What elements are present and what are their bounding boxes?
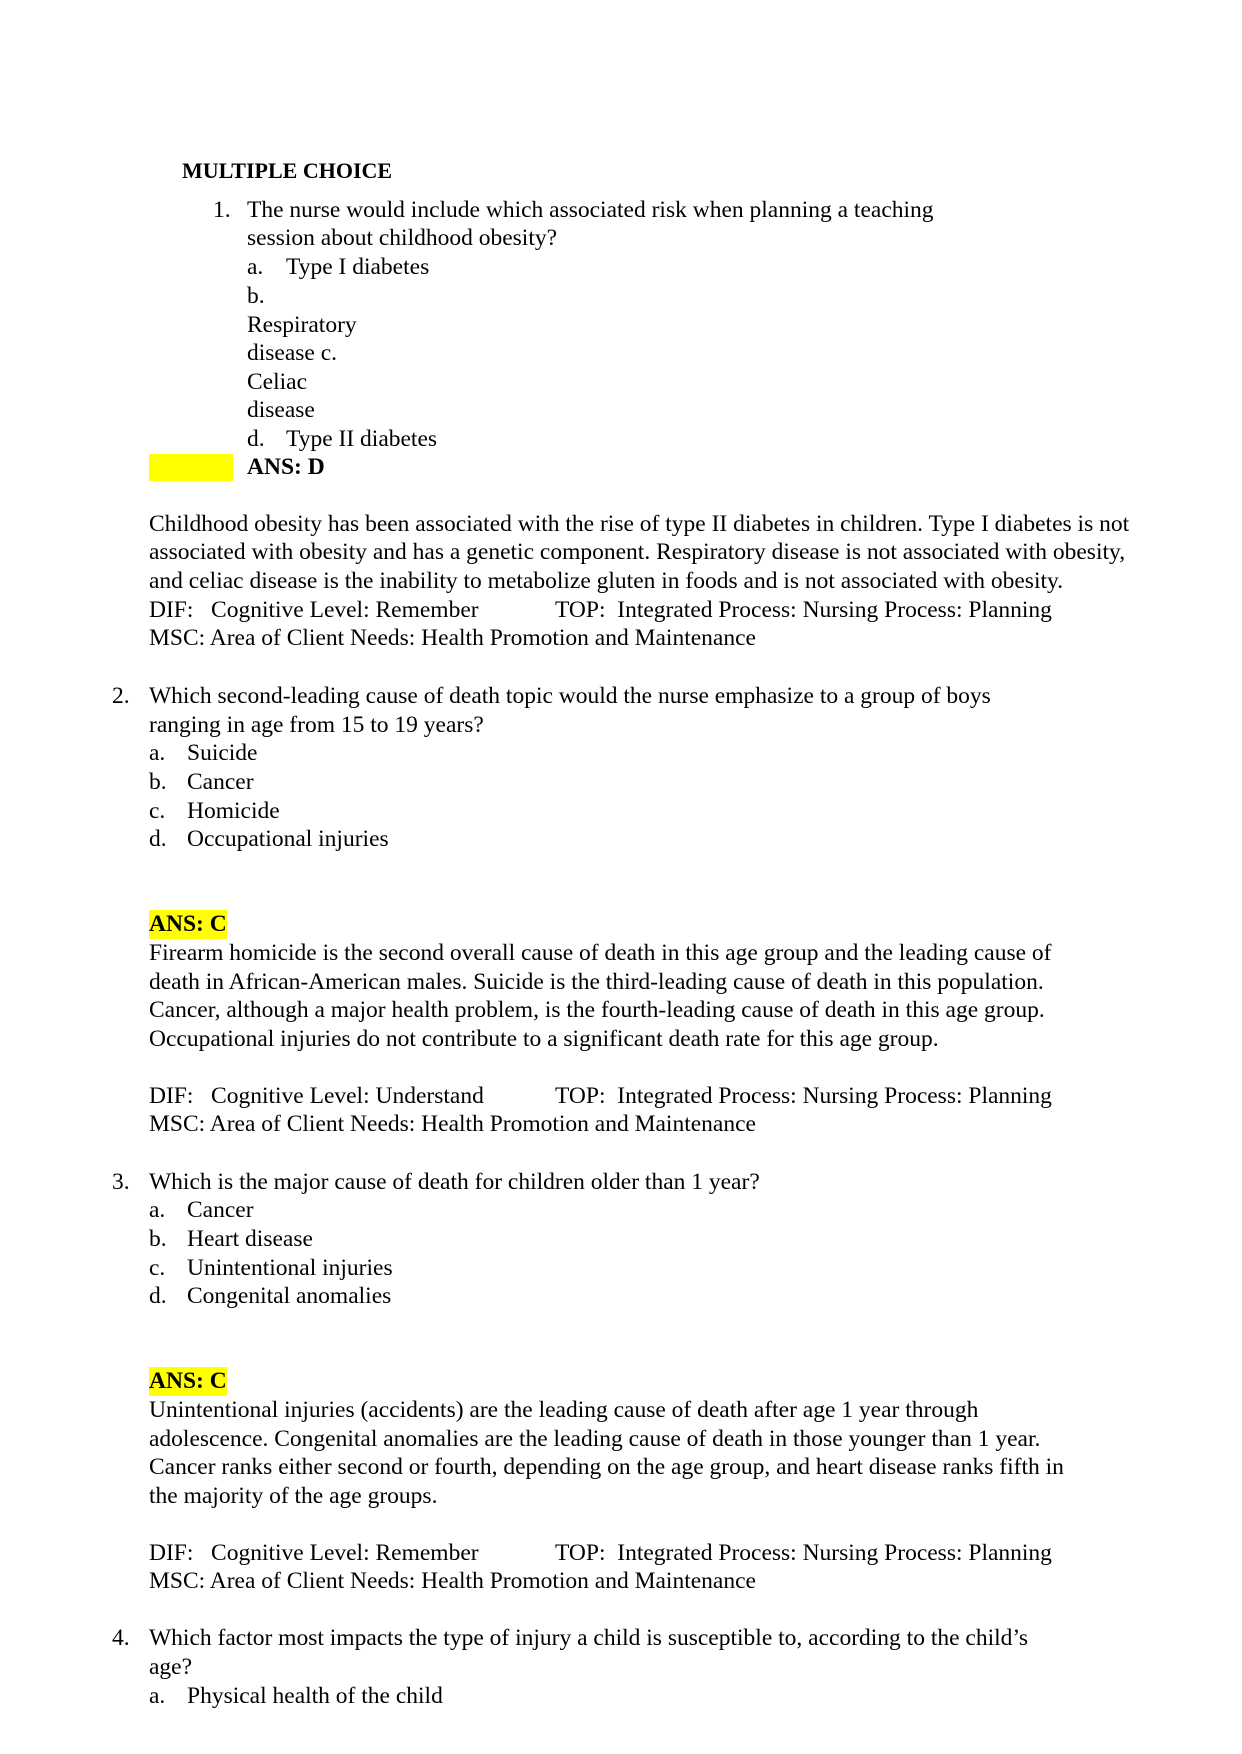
rationale-line: adolescence. Congenital anomalies are the leading cause of death in those younger than 1 year. xyxy=(149,1426,1041,1452)
option-text: Type I diabetes xyxy=(286,254,430,280)
rationale-line: Childhood obesity has been associated with the rise of type II diabetes in children. Type I diabetes is not xyxy=(149,511,1130,537)
answer-label: ANS: D xyxy=(247,454,325,480)
option-text: Congenital anomalies xyxy=(187,1283,392,1309)
option-broken-line: disease xyxy=(247,397,315,423)
option-letter: a. xyxy=(149,1197,166,1223)
option-text: Homicide xyxy=(187,798,280,824)
option-broken-line: Respiratory xyxy=(247,312,357,338)
answer-label: ANS: C xyxy=(149,1368,227,1394)
question-1-stem-line: session about childhood obesity? xyxy=(247,225,558,251)
rationale-line: Unintentional injuries (accidents) are the leading cause of death after age 1 year through xyxy=(149,1397,979,1423)
question-4-stem-line: Which factor most impacts the type of injury a child is susceptible to, according to the child’s xyxy=(149,1625,1029,1651)
option-letter: a. xyxy=(149,1683,166,1709)
question-4-number: 4. xyxy=(112,1625,130,1651)
msc-label: MSC: Area of Client Needs: Health Promotion and Maintenance xyxy=(149,1568,756,1594)
option-letter: c. xyxy=(149,798,166,824)
question-4-stem-line: age? xyxy=(149,1654,193,1680)
option-letter: a. xyxy=(149,740,166,766)
option-letter: d. xyxy=(149,826,167,852)
topic-label: TOP: Integrated Process: Nursing Process: Planning xyxy=(555,1083,1052,1109)
option-text: Cancer xyxy=(187,1197,254,1223)
option-broken-line: Celiac xyxy=(247,369,308,395)
highlight-mark xyxy=(149,454,233,481)
section-heading: MULTIPLE CHOICE xyxy=(182,158,393,183)
option-text: Unintentional injuries xyxy=(187,1255,393,1281)
question-1-stem-line: The nurse would include which associated risk when planning a teaching xyxy=(247,197,934,223)
msc-label: MSC: Area of Client Needs: Health Promotion and Maintenance xyxy=(149,1111,756,1137)
difficulty-label: DIF: Cognitive Level: Remember xyxy=(149,1540,479,1566)
rationale-line: the majority of the age groups. xyxy=(149,1483,438,1509)
option-text: Physical health of the child xyxy=(187,1683,443,1709)
option-letter: d. xyxy=(149,1283,167,1309)
question-3-stem-line: Which is the major cause of death for children older than 1 year? xyxy=(149,1169,760,1195)
option-letter: d. xyxy=(247,426,265,452)
option-text: Suicide xyxy=(187,740,258,766)
rationale-line: associated with obesity and has a genetic component. Respiratory disease is not associated with obesity, xyxy=(149,539,1126,565)
topic-label: TOP: Integrated Process: Nursing Process: Planning xyxy=(555,1540,1052,1566)
option-text: Cancer xyxy=(187,769,254,795)
rationale-line: Firearm homicide is the second overall cause of death in this age group and the leading cause of xyxy=(149,940,1052,966)
rationale-line: and celiac disease is the inability to metabolize gluten in foods and is not associated with obesity. xyxy=(149,568,1064,594)
question-2-number: 2. xyxy=(112,683,130,709)
option-text: Heart disease xyxy=(187,1226,313,1252)
option-broken-line: disease c. xyxy=(247,340,338,366)
question-2-stem-line: ranging in age from 15 to 19 years? xyxy=(149,712,484,738)
option-text: Type II diabetes xyxy=(286,426,438,452)
question-1-number: 1. xyxy=(213,197,231,223)
option-letter: c. xyxy=(149,1255,166,1281)
rationale-line: Occupational injuries do not contribute to a significant death rate for this age group. xyxy=(149,1026,939,1052)
option-letter: b. xyxy=(149,1226,167,1252)
option-letter: b. xyxy=(149,769,167,795)
msc-label: MSC: Area of Client Needs: Health Promotion and Maintenance xyxy=(149,625,756,651)
question-2-stem-line: Which second-leading cause of death topic would the nurse emphasize to a group of boys xyxy=(149,683,991,709)
option-text: Occupational injuries xyxy=(187,826,389,852)
answer-label: ANS: C xyxy=(149,911,227,937)
option-broken-line: b. xyxy=(247,283,265,309)
rationale-line: death in African-American males. Suicide is the third-leading cause of death in this population. xyxy=(149,969,1044,995)
difficulty-label: DIF: Cognitive Level: Understand xyxy=(149,1083,484,1109)
rationale-line: Cancer, although a major health problem, is the fourth-leading cause of death in this age group. xyxy=(149,997,1045,1023)
difficulty-label: DIF: Cognitive Level: Remember xyxy=(149,597,479,623)
option-letter: a. xyxy=(247,254,264,280)
topic-label: TOP: Integrated Process: Nursing Process: Planning xyxy=(555,597,1052,623)
question-3-number: 3. xyxy=(112,1169,130,1195)
rationale-line: Cancer ranks either second or fourth, depending on the age group, and heart disease ranks fifth in xyxy=(149,1454,1064,1480)
